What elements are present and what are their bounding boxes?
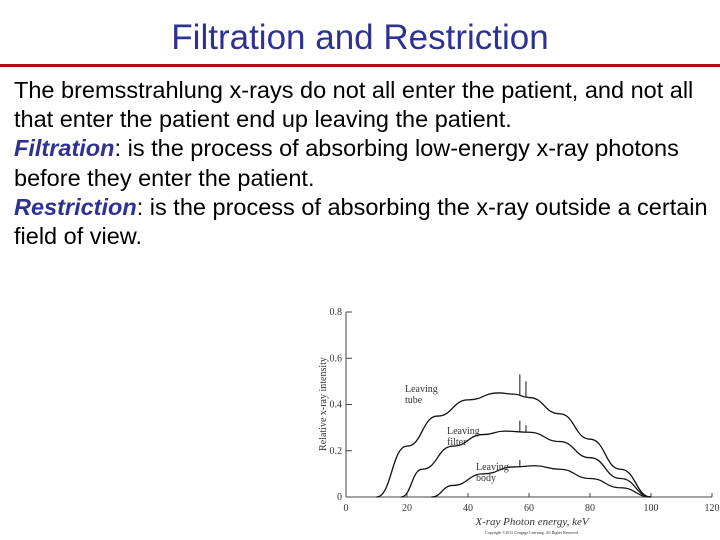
chart-credit: Copyright ©2015 Cengage Learning. All Rights Reserved. (485, 530, 579, 535)
x-tick-label: 20 (402, 503, 412, 514)
y-tick-label: 0.4 (329, 399, 342, 411)
series-label-3 (476, 462, 509, 484)
filtration-term: Filtration (14, 135, 115, 162)
y-axis-title: Relative x-ray intensity (318, 357, 329, 451)
restriction-definition: is the process of absorbing the x-ray outside a certain field of view. (14, 193, 708, 250)
filtration-paragraph (14, 134, 714, 192)
series-label-line: body (476, 473, 496, 484)
intro-paragraph: The bremsstrahlung x-rays do not all enter the patient, and not all that enter the patient end up leaving the patient. (14, 77, 694, 133)
slide-body (14, 76, 714, 251)
x-tick-label: 80 (585, 503, 595, 514)
y-tick-label: 0.2 (329, 445, 342, 457)
restriction-term: Restriction (14, 193, 137, 220)
series-line-3 (431, 466, 651, 497)
title-divider (0, 64, 720, 67)
series-label-line: filter (447, 437, 467, 448)
x-tick-label: 0 (343, 503, 349, 514)
x-tick-label: 100 (643, 503, 659, 514)
slide-title: Filtration and Restriction (171, 18, 549, 57)
filtration-colon: : (114, 135, 122, 162)
series-line-1 (377, 393, 652, 497)
restriction-colon: : (136, 193, 144, 220)
series-label-2 (447, 426, 480, 448)
x-tick-label: 120 (704, 503, 720, 514)
y-tick-label: 0.8 (329, 307, 342, 318)
restriction-paragraph (14, 193, 714, 251)
series-label-line: Leaving (405, 384, 438, 395)
y-tick-label: 0 (337, 492, 342, 503)
y-tick-label: 0.6 (329, 353, 342, 365)
x-axis-title: X-ray Photon energy, keV (475, 516, 589, 528)
series-label-line: tube (405, 395, 423, 406)
series-label-line: Leaving (447, 426, 480, 437)
series-label-1 (405, 384, 438, 406)
filtration-definition: is the process of absorbing low-energy x-ray photons before they enter the patient. (14, 135, 679, 191)
spectrum-chart (310, 300, 720, 535)
x-tick-label: 60 (524, 503, 534, 514)
x-tick-label: 40 (463, 503, 473, 514)
series-label-line: Leaving (476, 462, 509, 473)
